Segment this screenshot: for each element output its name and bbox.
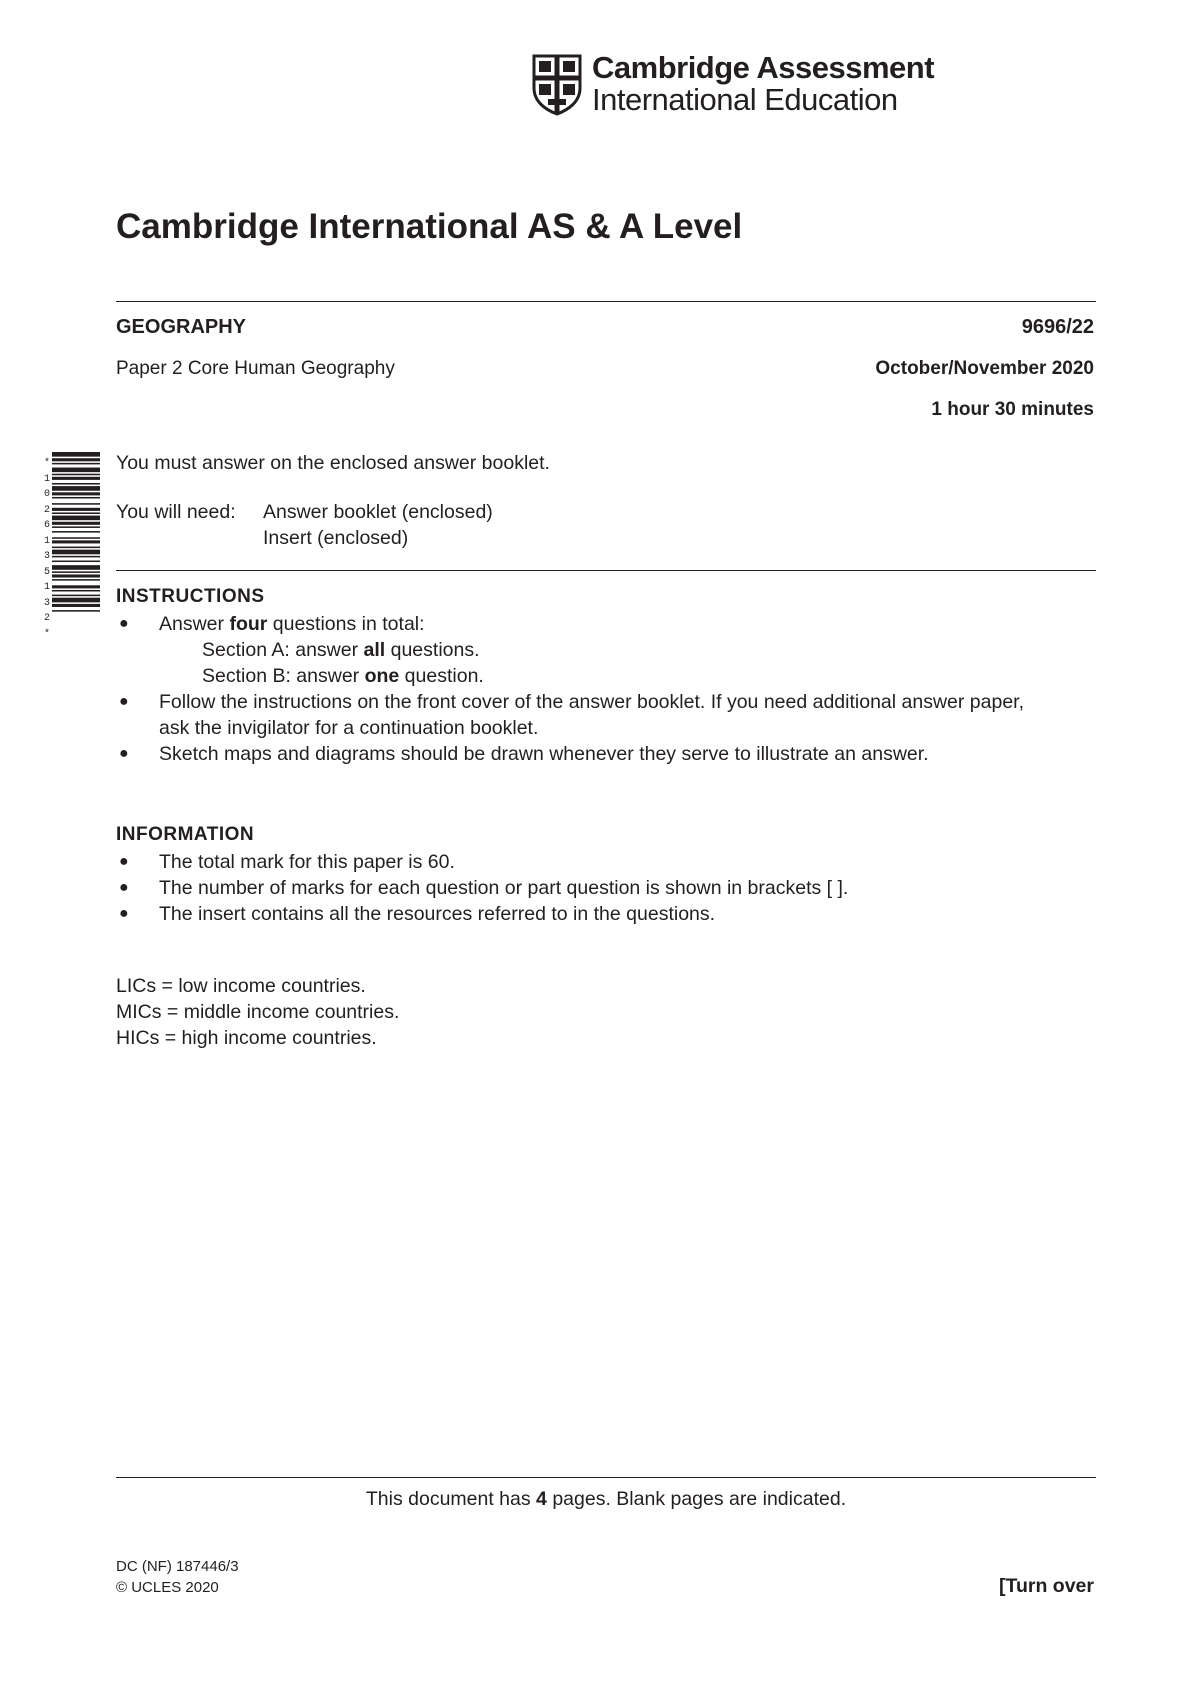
logo-line2: International Education [592, 82, 898, 117]
list-item: ● Follow the instructions on the front cover of the answer booklet. If you need additional answer paper, ask the invigilator for a continuation booklet. [119, 691, 1025, 739]
list-item: ● The number of marks for each question or part question is shown in brackets [ ]. [119, 877, 849, 899]
bullet-icon: ● [119, 693, 129, 710]
subject: GEOGRAPHY [116, 316, 247, 338]
definition: MICs = middle income countries. [116, 1001, 400, 1023]
bullet-icon: ● [119, 853, 129, 870]
information-heading: INFORMATION [116, 824, 255, 845]
section-b-line: Section B: answer one question. [202, 665, 484, 687]
cambridge-logo [532, 50, 935, 120]
list-item: ● The total mark for this paper is 60. [119, 851, 455, 873]
instructions-heading: INSTRUCTIONS [116, 586, 265, 607]
duration: 1 hour 30 minutes [931, 399, 1094, 420]
need-item: Answer booklet (enclosed) [263, 501, 493, 523]
definitions [116, 973, 399, 1051]
divider [116, 301, 1096, 302]
list-item: ● Sketch maps and diagrams should be drawn whenever they serve to illustrate an answer. [119, 743, 929, 765]
need-label: You will need: [116, 501, 236, 523]
list-item: ● The insert contains all the resources referred to in the questions. [119, 903, 716, 925]
logo-line1: Cambridge Assessment [592, 50, 935, 85]
divider [116, 1477, 1096, 1478]
divider [116, 570, 1096, 571]
turn-over: [Turn over [999, 1575, 1094, 1597]
definition: HICs = high income countries. [116, 1027, 377, 1049]
session: October/November 2020 [875, 358, 1094, 379]
page-count-note: This document has 4 pages. Blank pages are indicated. [365, 1488, 847, 1510]
information-list [116, 849, 1106, 927]
answer-note: You must answer on the enclosed answer booklet. [116, 452, 550, 474]
instructions-list [116, 611, 1106, 767]
document-ref: DC (NF) 187446/3 [116, 1558, 239, 1575]
paper-name: Paper 2 Core Human Geography [116, 358, 395, 379]
definition: LICs = low income countries. [116, 975, 366, 997]
section-a-line: Section A: answer all questions. [202, 639, 480, 661]
bullet-icon: ● [119, 879, 129, 896]
copyright: © UCLES 2020 [116, 1579, 219, 1596]
bullet-icon: ● [119, 745, 129, 762]
need-item: Insert (enclosed) [263, 527, 409, 549]
bullet-icon: ● [119, 905, 129, 922]
barcode-digits: * 1 0 2 6 1 3 5 1 3 2 * [43, 458, 50, 640]
crest-icon [532, 54, 582, 116]
list-item: ● Answer four questions in total: Section A: answer all questions. Section B: answer one question. [116, 611, 1106, 689]
paper-code: 9696/22 [1021, 316, 1094, 338]
barcode-icon [52, 452, 100, 686]
bullet-icon: ● [119, 615, 129, 632]
page-title: Cambridge International AS & A Level [116, 207, 743, 246]
